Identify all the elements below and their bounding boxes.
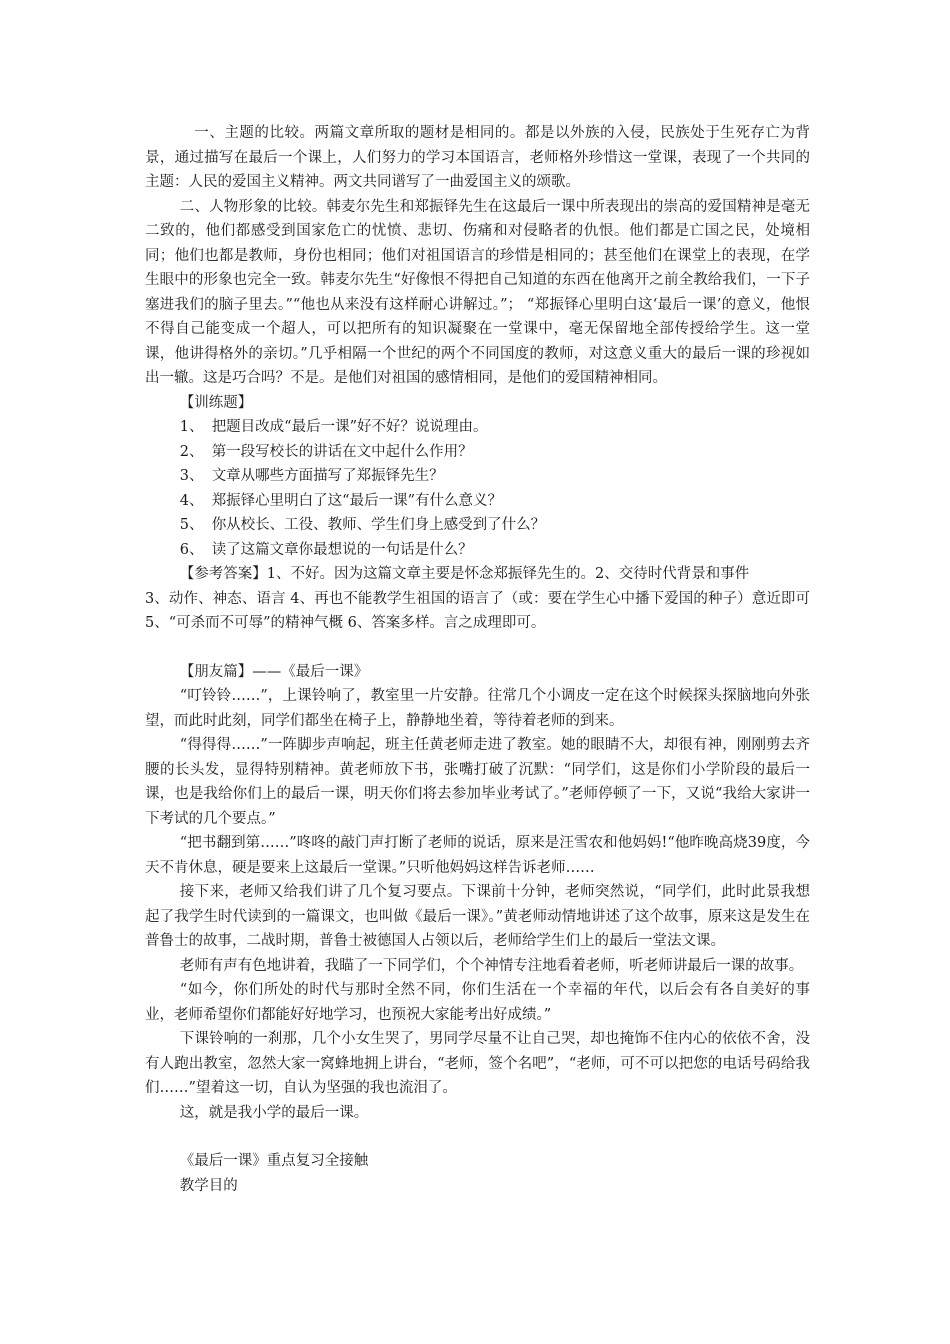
exercise-item xyxy=(180,513,810,538)
exercise-list xyxy=(180,415,810,562)
exercise-text: 你从校长、工役、教师、学生们身上感受到了什么？ xyxy=(211,517,546,533)
answer-line-1: 【参考答案】1、不好。因为这篇文章主要是怀念郑振铎先生的。2、交待时代背景和事件 xyxy=(179,566,750,582)
exercise-section xyxy=(145,391,810,563)
exercise-text: 文章从哪些方面描写了郑振铎先生？ xyxy=(211,468,444,484)
story-paragraph: 这，就是我小学的最后一课。 xyxy=(179,1104,369,1121)
exercise-item xyxy=(180,464,810,489)
story-paragraph: “叮铃铃……”，上课铃响了，教室里一片安静。往常几个小调皮一定在这个时候探头探脑地向外张望，而此时此刻，同学们都坐在椅子上，静静地坐着，等待着老师的到来。 xyxy=(145,688,810,729)
exercise-item xyxy=(180,415,810,440)
story-paragraph: “如今，你们所处的时代与那时全然不同，你们生活在一个幸福的年代，以后会有各自美好的事业，老师希望你们都能好好地学习，也预祝大家能考出好成绩。” xyxy=(145,982,810,1023)
review-title: 《最后一课》重点复习全接触 xyxy=(179,1153,369,1169)
theme-comparison-paragraph: 一、主题的比较。两篇文章所取的题材是相同的。都是以外族的入侵，民族处于生死存亡为背景，通过描写在最后一个课上，人们努力的学习本国语言，老师格外珍惜这一堂课，表现了一个共同的主题：人民的爱国主义精神。两文共同谱写了一曲爱国主义的颂歌。 xyxy=(145,125,810,190)
friend-section-heading: 【朋友篇】——《最后一课》 xyxy=(179,663,369,680)
exercise-number: 2、 xyxy=(179,443,204,460)
exercise-item xyxy=(180,489,810,514)
answer-line-2: 3、动作、神态、语言 4、再也不能教学生祖国的语言了（或：要在学生心中播下爱国的种子）意近即可 5、“可杀而不可辱”的精神气概 6、答案多样。言之成理即可。 xyxy=(145,590,810,631)
exercise-number: 3、 xyxy=(179,468,204,484)
spacer xyxy=(145,1125,810,1149)
exercise-text: 第一段写校长的讲话在文中起什么作用？ xyxy=(211,443,473,460)
review-subtitle: 教学目的 xyxy=(179,1177,238,1194)
spacer xyxy=(145,636,810,660)
friend-story xyxy=(145,684,810,1125)
story-paragraph: 老师有声有色地讲着，我瞄了一下同学们，个个神情专注地看着老师，听老师讲最后一课的故事。 xyxy=(179,957,804,974)
character-comparison-paragraph: 二、人物形象的比较。韩麦尔先生和郑振铎先生在这最后一课中所表现出的崇高的爱国精神是毫无二致的，他们都感受到国家危亡的忧愤、悲切、伤痛和对侵略者的仇恨。他们都是亡国之民，处境相同；他们也都是教师，身份也相同；他们对祖国语言的珍惜是相同的；甚至他们在课堂上的表现，在学生眼中的形象也完全一致。韩麦尔先生“好像恨不得把自己知道的东西在他离开之前全教给我们，一下子塞进我们的脑子里去。”“他也从来没有这样耐心讲解过。”； “郑振铎心里明白这‘最后一课’的意义，他恨不得自己能变成一个超人，可以把所有的知识凝聚在一堂课中，毫无保留地全部传授给学生。这一堂课，他讲得格外的亲切。”几乎相隔一个世纪的两个不同国度的教师，对这意义重大的最后一课的珍视如出一辙。这是巧合吗？不是。是他们对祖国的感情相同，是他们的爱国精神相同。 xyxy=(145,198,810,386)
exercise-number: 1、 xyxy=(179,419,204,435)
story-paragraph: “得得得……”一阵脚步声响起，班主任黄老师走进了教室。她的眼睛不大，却很有神，刚刚剪去齐腰的长头发，显得特别精神。黄老师放下书，张嘴打破了沉默：“同学们，这是你们小学阶段的最后一课，也是我给你们上的最后一课，明天你们将去参加毕业考试了。”老师停顿了一下，又说“我给大家讲一下考试的几个要点。” xyxy=(145,737,810,827)
exercise-number: 6、 xyxy=(179,541,204,558)
story-paragraph: “把书翻到第……”咚咚的敲门声打断了老师的说话，原来是汪雪农和他妈妈!“他昨晚高烧39度，今天不肯休息，硬是要来上这最后一堂课。”只听他妈妈这样告诉老师…… xyxy=(145,835,810,876)
exercise-number: 4、 xyxy=(179,492,204,509)
exercise-number: 5、 xyxy=(179,517,204,533)
exercise-item xyxy=(180,440,810,465)
document-page xyxy=(145,121,810,1198)
exercise-text: 郑振铎心里明白了这“最后一课”有什么意义？ xyxy=(211,492,503,509)
exercise-text: 把题目改成“最后一课”好不好？说说理由。 xyxy=(211,419,488,435)
exercise-heading: 【训练题】 xyxy=(179,394,253,411)
story-paragraph: 接下来，老师又给我们讲了几个复习要点。下课前十分钟，老师突然说，“同学们，此时此景我想起了我学生时代读到的一篇课文，也叫做《最后一课》。”黄老师动情地讲述了这个故事，原来这是发生在普鲁士的故事，二战时期，普鲁士被德国人占领以后，老师给学生们上的最后一堂法文课。 xyxy=(145,884,810,949)
exercise-text: 读了这篇文章你最想说的一句话是什么？ xyxy=(211,541,473,558)
story-paragraph: 下课铃响的一刹那，几个小女生哭了，男同学尽量不让自己哭，却也掩饰不住内心的依依不舍，没有人跑出教室，忽然大家一窝蜂地拥上讲台，“老师，签个名吧”，“老师，可不可以把您的电话号码给我们……”望着这一切，自认为坚强的我也流泪了。 xyxy=(145,1031,810,1096)
exercise-item xyxy=(180,538,810,563)
